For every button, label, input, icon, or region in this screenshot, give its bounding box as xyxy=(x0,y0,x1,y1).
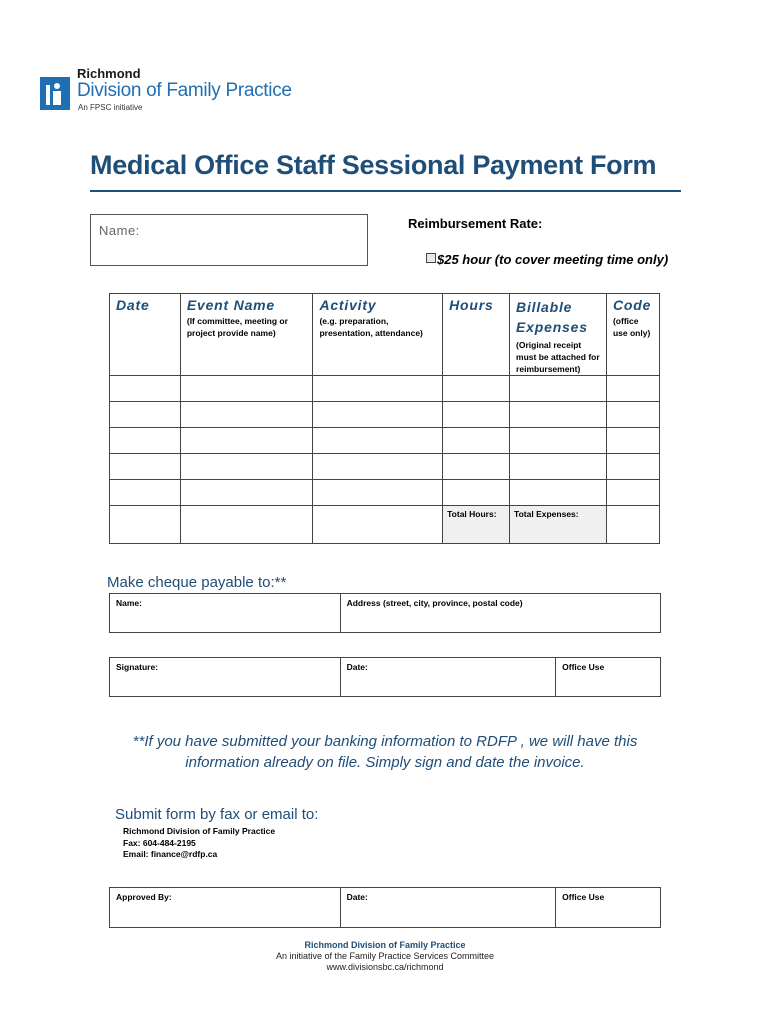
code-cell xyxy=(606,428,659,454)
activity-cell[interactable] xyxy=(313,376,443,402)
code-cell xyxy=(606,454,659,480)
header-event-name: Event Name (If committee, meeting or project provide name) xyxy=(180,294,313,376)
submit-fax: Fax: 604-484-2195 xyxy=(123,838,196,848)
code-cell xyxy=(606,506,659,544)
totals-row xyxy=(110,506,660,544)
approval-date-label: Date: xyxy=(346,892,368,902)
approved-by-label: Approved By: xyxy=(116,892,172,902)
event-cell[interactable] xyxy=(180,428,313,454)
name-label: Name: xyxy=(99,223,140,238)
banking-info-note xyxy=(90,731,680,773)
approval-table xyxy=(109,887,661,928)
hours-cell[interactable] xyxy=(443,454,510,480)
signature-label: Signature: xyxy=(116,662,159,672)
table-row xyxy=(110,454,660,480)
table-row xyxy=(110,402,660,428)
approved-by-field[interactable] xyxy=(110,888,341,928)
expenses-cell[interactable] xyxy=(510,402,607,428)
code-cell xyxy=(606,402,659,428)
event-cell[interactable] xyxy=(180,480,313,506)
signature-field[interactable] xyxy=(110,658,341,697)
table-row xyxy=(110,376,660,402)
logo-richmond: Richmond xyxy=(77,66,141,81)
sessions-table xyxy=(109,293,660,544)
code-cell xyxy=(606,376,659,402)
approval-date-field[interactable] xyxy=(340,888,556,928)
activity-cell[interactable] xyxy=(313,480,443,506)
page-title: Medical Office Staff Sessional Payment Form xyxy=(90,150,657,180)
event-cell[interactable] xyxy=(180,376,313,402)
reimbursement-checkbox[interactable] xyxy=(426,253,436,263)
footer-org: Richmond Division of Family Practice xyxy=(304,940,466,950)
date-cell[interactable] xyxy=(110,376,181,402)
event-cell[interactable] xyxy=(180,402,313,428)
submit-section-title: Submit form by fax or email to: xyxy=(115,806,319,823)
payee-address-label: Address (street, city, province, postal code) xyxy=(346,598,523,608)
activity-cell[interactable] xyxy=(313,454,443,480)
table-row xyxy=(110,428,660,454)
total-expenses-cell[interactable] xyxy=(510,506,607,544)
cheque-section-title: Make cheque payable to:** xyxy=(107,574,287,591)
date-cell[interactable] xyxy=(110,506,181,544)
signature-date-label: Date: xyxy=(346,662,368,672)
payee-name-field[interactable] xyxy=(110,594,341,633)
footer-url[interactable]: www.divisionsbc.ca/richmond xyxy=(326,962,444,972)
hours-cell[interactable] xyxy=(443,402,510,428)
date-cell[interactable] xyxy=(110,402,181,428)
payee-table xyxy=(109,593,661,633)
date-cell[interactable] xyxy=(110,480,181,506)
table-header-row xyxy=(110,294,660,376)
expenses-cell[interactable] xyxy=(510,454,607,480)
office-use-label: Office Use xyxy=(562,662,605,672)
approval-office-use-field xyxy=(556,888,661,928)
note-line-1: **If you have submitted your banking information to RDFP , we will have this xyxy=(132,733,638,750)
hours-cell[interactable] xyxy=(443,376,510,402)
name-field[interactable] xyxy=(90,214,368,266)
signature-office-use-field xyxy=(556,658,661,697)
logo-tagline: An FPSC initiative xyxy=(78,103,143,112)
logo-division-name: Division of Family Practice xyxy=(77,80,292,101)
event-cell[interactable] xyxy=(180,506,313,544)
date-cell[interactable] xyxy=(110,454,181,480)
reimbursement-option-label: $25 hour (to cover meeting time only) xyxy=(437,252,669,267)
total-hours-cell[interactable] xyxy=(443,506,510,544)
date-cell[interactable] xyxy=(110,428,181,454)
division-logo-icon xyxy=(40,77,70,110)
total-expenses-label: Total Expenses: xyxy=(514,509,579,519)
signature-table xyxy=(109,657,661,697)
expenses-cell[interactable] xyxy=(510,480,607,506)
signature-date-field[interactable] xyxy=(340,658,556,697)
expenses-cell[interactable] xyxy=(510,376,607,402)
expenses-cell[interactable] xyxy=(510,428,607,454)
total-hours-label: Total Hours: xyxy=(447,509,497,519)
activity-cell[interactable] xyxy=(313,402,443,428)
hours-cell[interactable] xyxy=(443,428,510,454)
header-hours: Hours xyxy=(443,294,510,376)
footer-initiative: An initiative of the Family Practice Services Committee xyxy=(275,951,495,961)
submit-org: Richmond Division of Family Practice xyxy=(123,826,276,836)
payee-address-field[interactable] xyxy=(340,594,660,633)
payee-name-label: Name: xyxy=(116,598,142,608)
code-cell xyxy=(606,480,659,506)
note-line-2: information already on file. Simply sign and date the invoice. xyxy=(185,754,585,771)
header-date: Date xyxy=(110,294,181,376)
reimbursement-rate-label: Reimbursement Rate: xyxy=(408,216,543,231)
table-row xyxy=(110,480,660,506)
header-billable-expenses: Billable Expenses (Original receipt must be attached for reimbursement) xyxy=(510,294,607,376)
title-divider xyxy=(90,190,681,192)
submit-email: Email: finance@rdfp.ca xyxy=(123,849,218,859)
event-cell[interactable] xyxy=(180,454,313,480)
hours-cell[interactable] xyxy=(443,480,510,506)
header-activity: Activity (e.g. preparation, presentation, attendance) xyxy=(313,294,443,376)
activity-cell[interactable] xyxy=(313,428,443,454)
activity-cell[interactable] xyxy=(313,506,443,544)
approval-office-use-label: Office Use xyxy=(562,892,605,902)
header-code: Code (office use only) xyxy=(606,294,659,376)
